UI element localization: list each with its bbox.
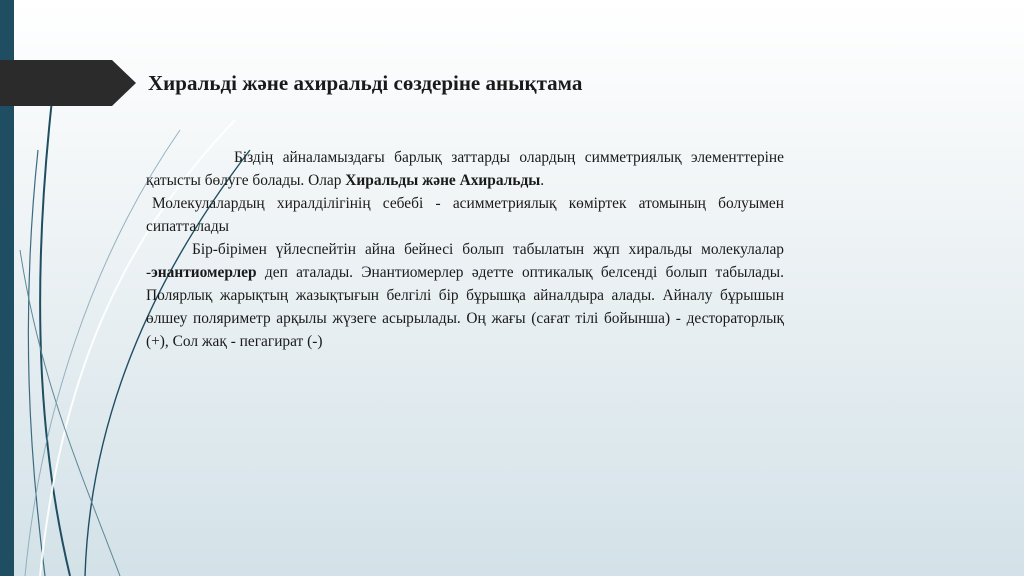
paragraph-1-bold: Хиральды және Ахиральды <box>345 172 541 189</box>
paragraph-1-end: . <box>540 172 545 189</box>
paragraph-2 <box>146 192 784 238</box>
paragraph-3-bold: энантиомерлер <box>151 264 257 281</box>
paragraph-3-rest: деп аталады. Энантиомерлер әдетте оптикалық белсенді болып табылады. Полярлық жарықтың жазықтығын белгілі бір бұрышқа айналдыра алады. Айналу бұрышын өлшеу поляриметр арқылы жүзеге асырылады. Оң жағы (сағат тілі бойынша) - десторатор​лық (+), Сол жақ - пегагират (-) <box>146 264 784 350</box>
paragraph-1 <box>146 146 784 192</box>
paragraph-3-start: Бір-бірімен үйлеспейтін айна бейнесі болып табылатын жұп хиральды молекулалар - <box>146 241 784 281</box>
paragraph-3 <box>146 238 784 353</box>
paragraph-1-text: Біздің айналамыздағы барлық заттарды олардың симметриялық элементтеріне қатысты бөлуге болады. Олар <box>146 149 784 189</box>
slide-title: Хиральді және ахиральді сөздеріне анықтама <box>148 71 583 95</box>
slide-body <box>146 146 784 353</box>
paragraph-2-text: Молекулалардың хиралділігінің себебі - асимметриялық көміртек атомының болуымен сипатталады <box>146 195 784 235</box>
title-arrow-marker <box>0 60 136 106</box>
